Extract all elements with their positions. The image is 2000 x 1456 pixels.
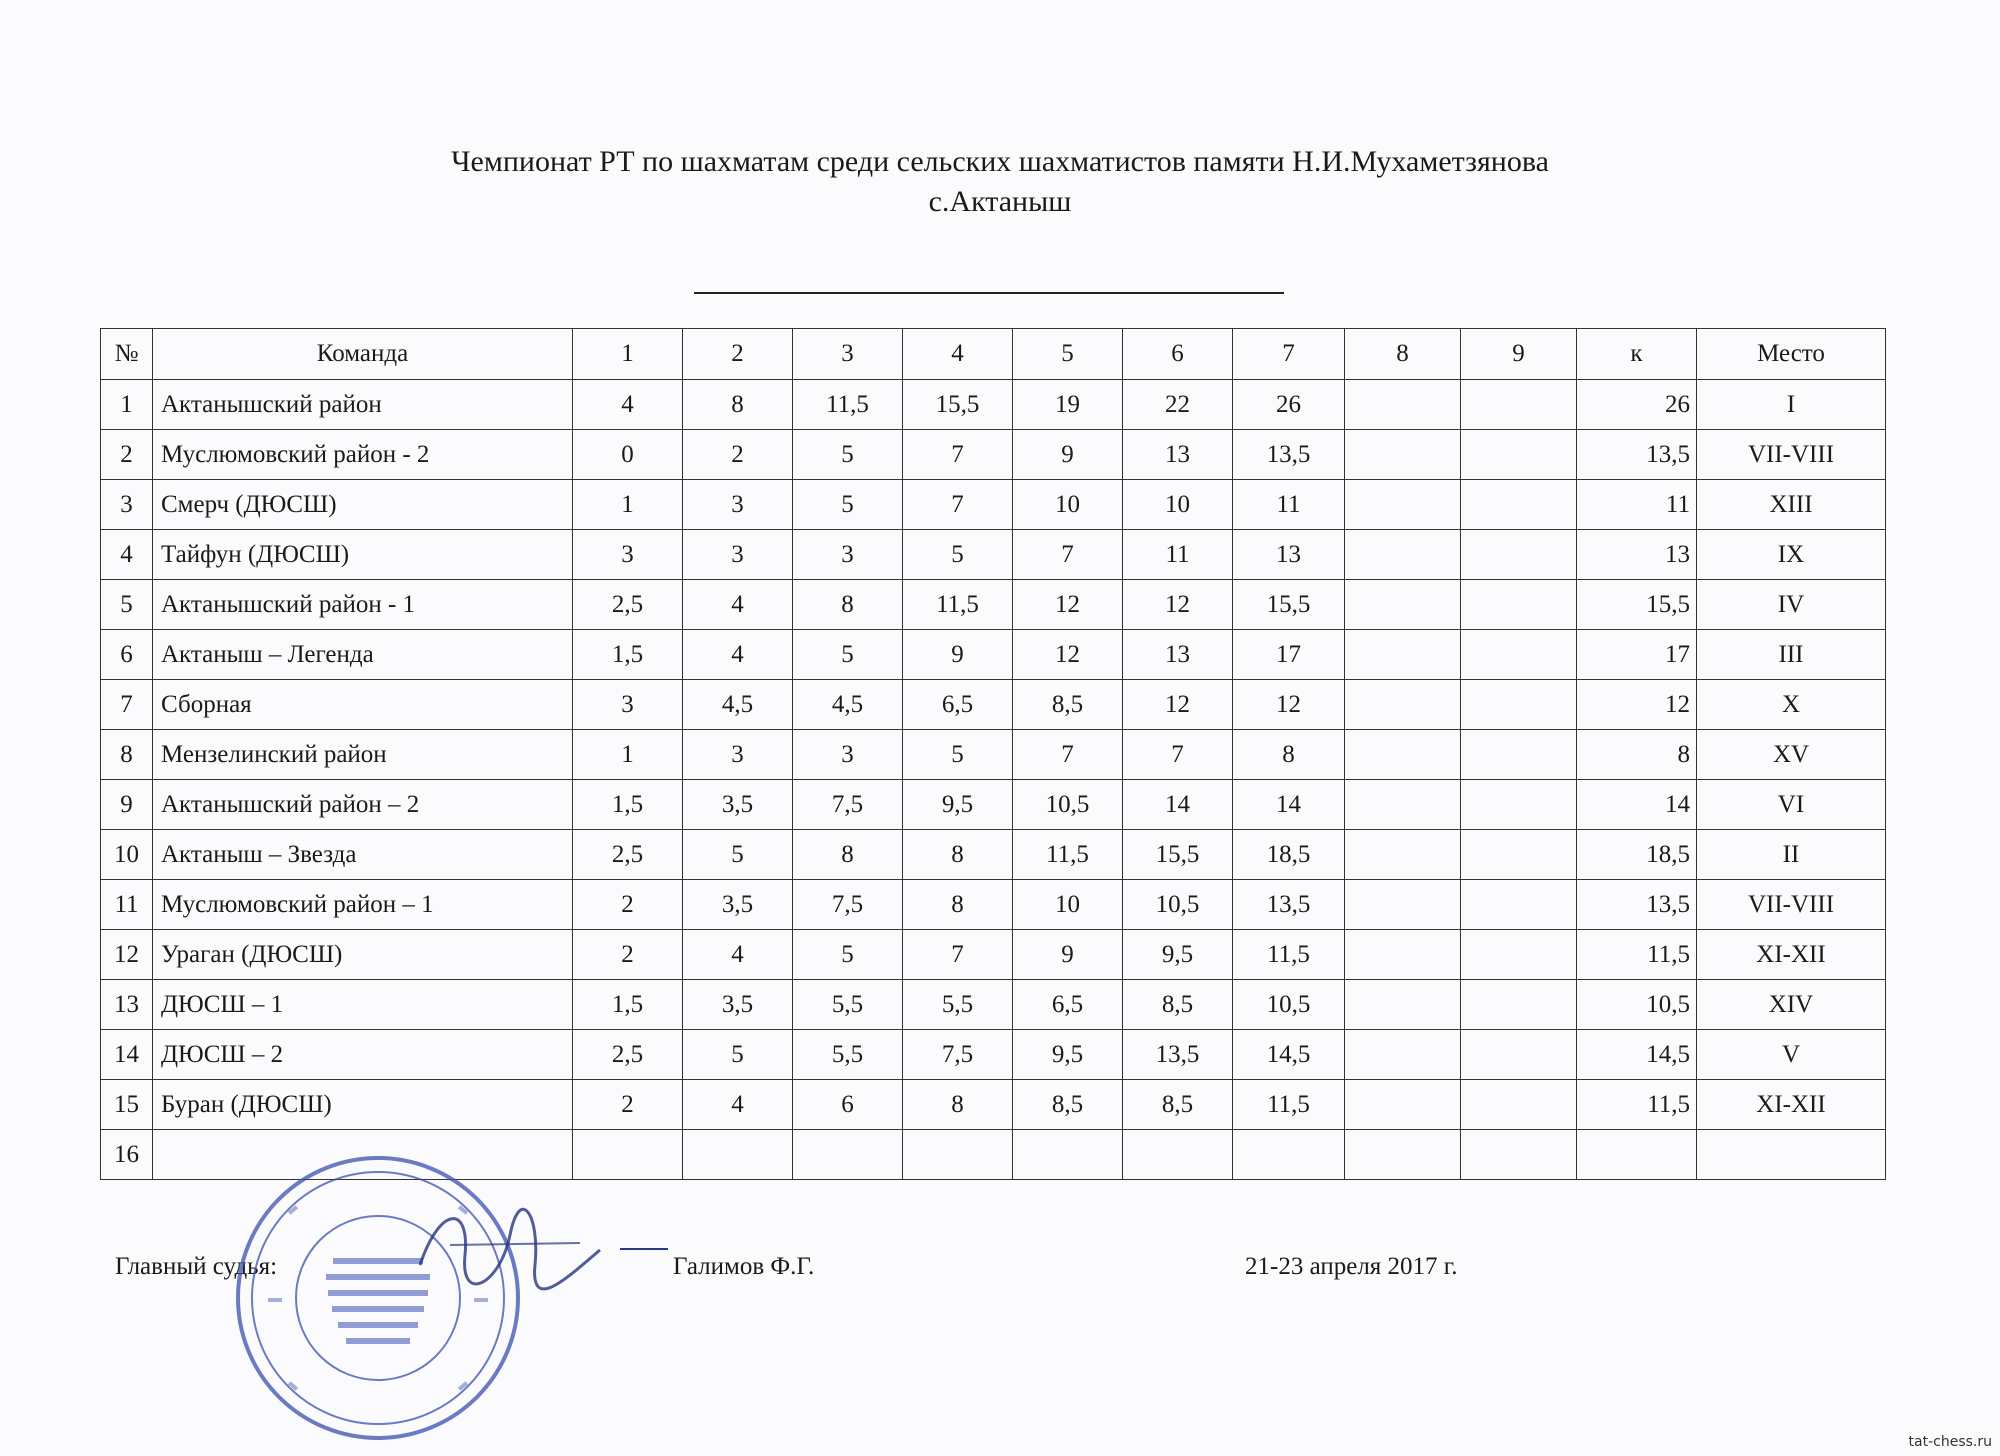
- team-name-cell: Актаныш – Легенда: [153, 630, 573, 680]
- round-score-cell: 3: [573, 680, 683, 730]
- round-score-cell: 8: [793, 830, 903, 880]
- round-score-cell: 5: [903, 530, 1013, 580]
- place-cell: II: [1697, 830, 1886, 880]
- round-score-cell: 7: [1123, 730, 1233, 780]
- team-name-cell: Мензелинский район: [153, 730, 573, 780]
- round-score-cell: [1345, 480, 1461, 530]
- place-cell: XI-XII: [1697, 930, 1886, 980]
- round-score-cell: 2,5: [573, 580, 683, 630]
- round-score-cell: 4: [573, 380, 683, 430]
- round-score-cell: 1,5: [573, 780, 683, 830]
- round-score-cell: 4: [683, 580, 793, 630]
- round-score-cell: 0: [573, 430, 683, 480]
- table-header-row: [101, 329, 1886, 380]
- table-row: [101, 430, 1886, 480]
- row-number-cell: 6: [101, 630, 153, 680]
- round-score-cell: [1345, 580, 1461, 630]
- total-score-cell: 12: [1577, 680, 1697, 730]
- round-score-cell: 1,5: [573, 630, 683, 680]
- round-score-cell: 14: [1233, 780, 1345, 830]
- column-header: 1: [573, 329, 683, 380]
- round-score-cell: [1461, 530, 1577, 580]
- team-name-cell: Актаныш – Звезда: [153, 830, 573, 880]
- round-score-cell: 5,5: [793, 1030, 903, 1080]
- team-name-cell: Буран (ДЮСШ): [153, 1080, 573, 1130]
- round-score-cell: 5: [683, 1030, 793, 1080]
- round-score-cell: 9,5: [1123, 930, 1233, 980]
- total-score-cell: 8: [1577, 730, 1697, 780]
- round-score-cell: 1,5: [573, 980, 683, 1030]
- total-score-cell: 14,5: [1577, 1030, 1697, 1080]
- round-score-cell: [1345, 1130, 1461, 1180]
- total-score-cell: 11,5: [1577, 930, 1697, 980]
- total-score-cell: 13,5: [1577, 430, 1697, 480]
- round-score-cell: 8: [903, 880, 1013, 930]
- round-score-cell: [1461, 480, 1577, 530]
- round-score-cell: 8: [1233, 730, 1345, 780]
- round-score-cell: 14: [1123, 780, 1233, 830]
- round-score-cell: 10: [1123, 480, 1233, 530]
- round-score-cell: [1345, 980, 1461, 1030]
- round-score-cell: [573, 1130, 683, 1180]
- round-score-cell: 12: [1123, 580, 1233, 630]
- round-score-cell: 2: [573, 880, 683, 930]
- column-header: 5: [1013, 329, 1123, 380]
- round-score-cell: 3: [683, 530, 793, 580]
- team-name-cell: Сборная: [153, 680, 573, 730]
- round-score-cell: 17: [1233, 630, 1345, 680]
- team-name-cell: Актанышский район – 2: [153, 780, 573, 830]
- place-cell: III: [1697, 630, 1886, 680]
- row-number-cell: 3: [101, 480, 153, 530]
- round-score-cell: 3: [793, 730, 903, 780]
- table-row: [101, 680, 1886, 730]
- total-score-cell: [1577, 1130, 1697, 1180]
- column-header: 4: [903, 329, 1013, 380]
- column-header: Команда: [153, 329, 573, 380]
- row-number-cell: 4: [101, 530, 153, 580]
- round-score-cell: [1461, 430, 1577, 480]
- place-cell: VI: [1697, 780, 1886, 830]
- team-name-cell: Муслюмовский район – 1: [153, 880, 573, 930]
- row-number-cell: 7: [101, 680, 153, 730]
- team-name-cell: Муслюмовский район - 2: [153, 430, 573, 480]
- place-cell: XIII: [1697, 480, 1886, 530]
- table-row: [101, 780, 1886, 830]
- table-row: [101, 630, 1886, 680]
- round-score-cell: 10,5: [1233, 980, 1345, 1030]
- round-score-cell: 8,5: [1123, 1080, 1233, 1130]
- round-score-cell: 15,5: [1123, 830, 1233, 880]
- round-score-cell: 5,5: [903, 980, 1013, 1030]
- round-score-cell: [1345, 530, 1461, 580]
- round-score-cell: [1123, 1130, 1233, 1180]
- round-score-cell: [1461, 980, 1577, 1030]
- total-score-cell: 10,5: [1577, 980, 1697, 1030]
- round-score-cell: 2,5: [573, 1030, 683, 1080]
- site-watermark: tat-chess.ru: [1908, 1434, 1992, 1450]
- round-score-cell: 4,5: [683, 680, 793, 730]
- round-score-cell: 7,5: [793, 880, 903, 930]
- round-score-cell: 5,5: [793, 980, 903, 1030]
- round-score-cell: 7: [903, 430, 1013, 480]
- round-score-cell: 5: [683, 830, 793, 880]
- round-score-cell: [1461, 1080, 1577, 1130]
- results-table: [100, 328, 1886, 1180]
- team-name-cell: Тайфун (ДЮСШ): [153, 530, 573, 580]
- round-score-cell: [1461, 680, 1577, 730]
- round-score-cell: 11,5: [1233, 930, 1345, 980]
- document-title: Чемпионат РТ по шахматам среди сельских шахматистов памяти Н.И.Мухаметзянова: [451, 145, 1549, 178]
- table-row: [101, 530, 1886, 580]
- round-score-cell: 3: [683, 730, 793, 780]
- total-score-cell: 11: [1577, 480, 1697, 530]
- round-score-cell: [1345, 730, 1461, 780]
- round-score-cell: 12: [1123, 680, 1233, 730]
- round-score-cell: 5: [793, 480, 903, 530]
- round-score-cell: 7,5: [793, 780, 903, 830]
- round-score-cell: 3: [573, 530, 683, 580]
- table-row: [101, 930, 1886, 980]
- round-score-cell: [1461, 730, 1577, 780]
- round-score-cell: 6: [793, 1080, 903, 1130]
- round-score-cell: 3,5: [683, 880, 793, 930]
- table-row: [101, 730, 1886, 780]
- round-score-cell: 11: [1123, 530, 1233, 580]
- table-row: [101, 380, 1886, 430]
- total-score-cell: 26: [1577, 380, 1697, 430]
- round-score-cell: [1461, 380, 1577, 430]
- team-name-cell: Смерч (ДЮСШ): [153, 480, 573, 530]
- round-score-cell: 13: [1123, 630, 1233, 680]
- round-score-cell: 5: [793, 430, 903, 480]
- round-score-cell: 10: [1013, 480, 1123, 530]
- round-score-cell: 26: [1233, 380, 1345, 430]
- round-score-cell: 12: [1013, 630, 1123, 680]
- round-score-cell: 10: [1013, 880, 1123, 930]
- round-score-cell: [1345, 1030, 1461, 1080]
- round-score-cell: 7,5: [903, 1030, 1013, 1080]
- round-score-cell: [903, 1130, 1013, 1180]
- round-score-cell: 4: [683, 630, 793, 680]
- round-score-cell: 9: [1013, 430, 1123, 480]
- team-name-cell: ДЮСШ – 2: [153, 1030, 573, 1080]
- round-score-cell: 5: [793, 930, 903, 980]
- column-header: 7: [1233, 329, 1345, 380]
- round-score-cell: 8: [903, 830, 1013, 880]
- table-row: [101, 980, 1886, 1030]
- row-number-cell: 1: [101, 380, 153, 430]
- round-score-cell: 13,5: [1233, 430, 1345, 480]
- round-score-cell: 7: [903, 480, 1013, 530]
- round-score-cell: [1345, 780, 1461, 830]
- round-score-cell: [1345, 880, 1461, 930]
- place-cell: I: [1697, 380, 1886, 430]
- round-score-cell: 4,5: [793, 680, 903, 730]
- column-header: 2: [683, 329, 793, 380]
- round-score-cell: 3,5: [683, 980, 793, 1030]
- row-number-cell: 5: [101, 580, 153, 630]
- place-cell: VII-VIII: [1697, 430, 1886, 480]
- round-score-cell: 7: [1013, 730, 1123, 780]
- round-score-cell: 9,5: [1013, 1030, 1123, 1080]
- row-number-cell: 16: [101, 1130, 153, 1180]
- round-score-cell: [1461, 1130, 1577, 1180]
- round-score-cell: 11,5: [1013, 830, 1123, 880]
- table-row: [101, 1080, 1886, 1130]
- row-number-cell: 2: [101, 430, 153, 480]
- row-number-cell: 11: [101, 880, 153, 930]
- round-score-cell: [1013, 1130, 1123, 1180]
- tournament-date: 21-23 апреля 2017 г.: [1245, 1253, 1458, 1280]
- chief-judge-name: Галимов Ф.Г.: [673, 1253, 815, 1280]
- round-score-cell: 19: [1013, 380, 1123, 430]
- round-score-cell: [1345, 630, 1461, 680]
- round-score-cell: 12: [1233, 680, 1345, 730]
- round-score-cell: [1345, 680, 1461, 730]
- round-score-cell: 8: [683, 380, 793, 430]
- round-score-cell: 7: [903, 930, 1013, 980]
- team-name-cell: Ураган (ДЮСШ): [153, 930, 573, 980]
- round-score-cell: 6,5: [903, 680, 1013, 730]
- team-name-cell: Актанышский район - 1: [153, 580, 573, 630]
- row-number-cell: 8: [101, 730, 153, 780]
- total-score-cell: 13: [1577, 530, 1697, 580]
- round-score-cell: 10,5: [1123, 880, 1233, 930]
- round-score-cell: 1: [573, 730, 683, 780]
- round-score-cell: [1461, 780, 1577, 830]
- round-score-cell: 11: [1233, 480, 1345, 530]
- round-score-cell: [1345, 430, 1461, 480]
- round-score-cell: [793, 1130, 903, 1180]
- round-score-cell: [1345, 830, 1461, 880]
- round-score-cell: 8,5: [1123, 980, 1233, 1030]
- round-score-cell: 4: [683, 1080, 793, 1130]
- round-score-cell: 3,5: [683, 780, 793, 830]
- chief-judge-label: Главный судья:: [115, 1253, 278, 1280]
- place-cell: V: [1697, 1030, 1886, 1080]
- round-score-cell: [1461, 830, 1577, 880]
- table-row: [101, 830, 1886, 880]
- round-score-cell: 11,5: [793, 380, 903, 430]
- round-score-cell: 15,5: [903, 380, 1013, 430]
- round-score-cell: 8: [903, 1080, 1013, 1130]
- round-score-cell: 13,5: [1233, 880, 1345, 930]
- column-header: 3: [793, 329, 903, 380]
- row-number-cell: 9: [101, 780, 153, 830]
- document-location: с.Актаныш: [928, 185, 1072, 218]
- round-score-cell: 5: [903, 730, 1013, 780]
- round-score-cell: 8,5: [1013, 680, 1123, 730]
- round-score-cell: [1461, 1030, 1577, 1080]
- round-score-cell: 9,5: [903, 780, 1013, 830]
- column-header: 6: [1123, 329, 1233, 380]
- round-score-cell: 3: [793, 530, 903, 580]
- round-score-cell: 1: [573, 480, 683, 530]
- place-cell: [1697, 1130, 1886, 1180]
- total-score-cell: 11,5: [1577, 1080, 1697, 1130]
- total-score-cell: 18,5: [1577, 830, 1697, 880]
- table-row: [101, 580, 1886, 630]
- round-score-cell: 13,5: [1123, 1030, 1233, 1080]
- round-score-cell: 4: [683, 930, 793, 980]
- total-score-cell: 15,5: [1577, 580, 1697, 630]
- round-score-cell: 2: [573, 1080, 683, 1130]
- round-score-cell: 22: [1123, 380, 1233, 430]
- round-score-cell: 2: [573, 930, 683, 980]
- title-underline: [694, 292, 1284, 294]
- round-score-cell: [683, 1130, 793, 1180]
- round-score-cell: 6,5: [1013, 980, 1123, 1030]
- column-header: к: [1577, 329, 1697, 380]
- total-score-cell: 14: [1577, 780, 1697, 830]
- place-cell: XI-XII: [1697, 1080, 1886, 1130]
- row-number-cell: 13: [101, 980, 153, 1030]
- round-score-cell: 8: [793, 580, 903, 630]
- round-score-cell: 12: [1013, 580, 1123, 630]
- round-score-cell: 11,5: [903, 580, 1013, 630]
- round-score-cell: 13: [1123, 430, 1233, 480]
- round-score-cell: [1461, 580, 1577, 630]
- row-number-cell: 15: [101, 1080, 153, 1130]
- table-row: [101, 480, 1886, 530]
- round-score-cell: [1345, 1080, 1461, 1130]
- round-score-cell: 10,5: [1013, 780, 1123, 830]
- column-header: №: [101, 329, 153, 380]
- row-number-cell: 10: [101, 830, 153, 880]
- table-row: [101, 880, 1886, 930]
- round-score-cell: 7: [1013, 530, 1123, 580]
- team-name-cell: ДЮСШ – 1: [153, 980, 573, 1030]
- table-body: [101, 380, 1886, 1180]
- round-score-cell: 9: [1013, 930, 1123, 980]
- round-score-cell: 9: [903, 630, 1013, 680]
- place-cell: IX: [1697, 530, 1886, 580]
- total-score-cell: 17: [1577, 630, 1697, 680]
- place-cell: IV: [1697, 580, 1886, 630]
- round-score-cell: [1461, 630, 1577, 680]
- round-score-cell: 18,5: [1233, 830, 1345, 880]
- judge-signature-icon: [410, 1195, 610, 1295]
- round-score-cell: [1233, 1130, 1345, 1180]
- place-cell: VII-VIII: [1697, 880, 1886, 930]
- place-cell: XIV: [1697, 980, 1886, 1030]
- round-score-cell: [1345, 930, 1461, 980]
- row-number-cell: 14: [101, 1030, 153, 1080]
- place-cell: X: [1697, 680, 1886, 730]
- column-header: 8: [1345, 329, 1461, 380]
- round-score-cell: 2: [683, 430, 793, 480]
- round-score-cell: [1345, 380, 1461, 430]
- round-score-cell: 14,5: [1233, 1030, 1345, 1080]
- place-cell: XV: [1697, 730, 1886, 780]
- round-score-cell: 8,5: [1013, 1080, 1123, 1130]
- round-score-cell: 2,5: [573, 830, 683, 880]
- table-row: [101, 1030, 1886, 1080]
- round-score-cell: 3: [683, 480, 793, 530]
- round-score-cell: 15,5: [1233, 580, 1345, 630]
- round-score-cell: [1461, 880, 1577, 930]
- column-header: 9: [1461, 329, 1577, 380]
- column-header: Место: [1697, 329, 1886, 380]
- judge-dash: [620, 1248, 668, 1250]
- round-score-cell: 11,5: [1233, 1080, 1345, 1130]
- round-score-cell: 5: [793, 630, 903, 680]
- total-score-cell: 13,5: [1577, 880, 1697, 930]
- round-score-cell: [1461, 930, 1577, 980]
- row-number-cell: 12: [101, 930, 153, 980]
- team-name-cell: Актанышский район: [153, 380, 573, 430]
- official-stamp-icon: [228, 1148, 528, 1448]
- round-score-cell: 13: [1233, 530, 1345, 580]
